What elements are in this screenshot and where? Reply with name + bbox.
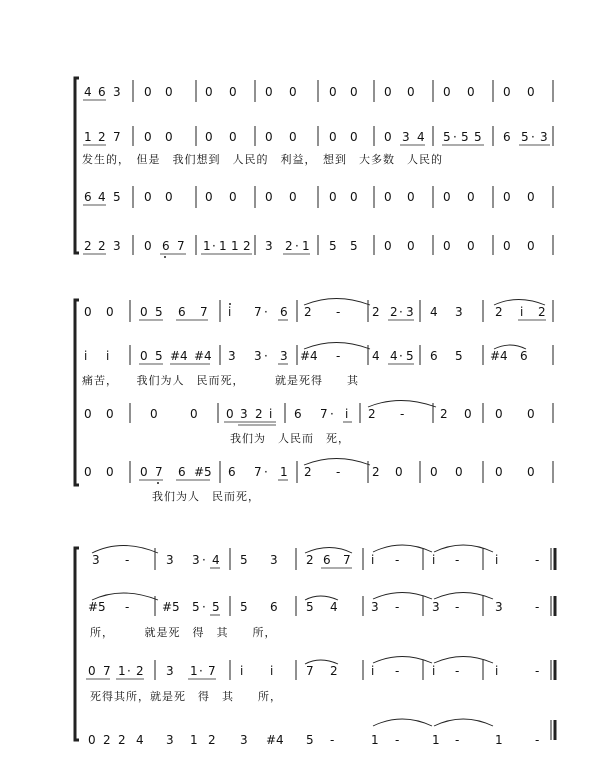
svg-text:6: 6 bbox=[294, 407, 302, 421]
lyric-line: 所， 就是死 得 其 所， bbox=[90, 626, 277, 639]
svg-text:-: - bbox=[535, 733, 540, 747]
svg-text:0: 0 bbox=[165, 130, 173, 144]
svg-text:0: 0 bbox=[144, 85, 152, 99]
svg-text:#4: #4 bbox=[194, 349, 212, 363]
svg-text:·: · bbox=[199, 664, 203, 678]
svg-text:-: - bbox=[455, 553, 460, 567]
svg-text:1: 1 bbox=[190, 733, 198, 747]
svg-text:0: 0 bbox=[84, 465, 92, 479]
svg-text:3: 3 bbox=[166, 553, 174, 567]
svg-text:1: 1 bbox=[302, 239, 310, 253]
system-brace bbox=[75, 78, 79, 253]
svg-text:0: 0 bbox=[190, 407, 198, 421]
lyric-line: 我们为人 民而死， bbox=[152, 490, 260, 503]
svg-text:6: 6 bbox=[430, 349, 438, 363]
svg-text:5: 5 bbox=[212, 600, 220, 614]
svg-text:0: 0 bbox=[265, 85, 273, 99]
svg-text:-: - bbox=[395, 600, 400, 614]
svg-text:2: 2 bbox=[285, 239, 293, 253]
svg-text:0: 0 bbox=[84, 305, 92, 319]
voice-row bbox=[84, 459, 535, 504]
svg-text:-: - bbox=[455, 600, 460, 614]
svg-text:5: 5 bbox=[406, 349, 414, 363]
svg-text:0: 0 bbox=[140, 305, 148, 319]
svg-text:i: i bbox=[495, 553, 499, 567]
svg-text:5: 5 bbox=[350, 239, 358, 253]
svg-text:i: i bbox=[495, 664, 499, 678]
svg-text:1: 1 bbox=[231, 239, 239, 253]
svg-text:5: 5 bbox=[155, 305, 163, 319]
svg-text:6: 6 bbox=[84, 190, 92, 204]
svg-text:0: 0 bbox=[289, 130, 297, 144]
svg-text:7: 7 bbox=[320, 407, 328, 421]
system-brace bbox=[75, 548, 79, 740]
svg-text:3: 3 bbox=[406, 305, 414, 319]
voice-row bbox=[82, 130, 550, 166]
svg-text:5: 5 bbox=[461, 130, 469, 144]
svg-text:6: 6 bbox=[228, 465, 236, 479]
svg-text:0: 0 bbox=[88, 664, 96, 678]
voice-row bbox=[83, 239, 535, 258]
svg-text:·: · bbox=[264, 465, 268, 479]
svg-text:0: 0 bbox=[329, 85, 337, 99]
svg-text:0: 0 bbox=[407, 190, 415, 204]
svg-text:2: 2 bbox=[103, 733, 111, 747]
voice-row bbox=[92, 545, 539, 568]
svg-text:0: 0 bbox=[229, 130, 237, 144]
svg-text:0: 0 bbox=[205, 190, 213, 204]
voice-row bbox=[82, 343, 528, 388]
barlines bbox=[155, 548, 555, 740]
svg-text:i: i bbox=[371, 553, 375, 567]
svg-text:3: 3 bbox=[192, 553, 200, 567]
svg-text:7: 7 bbox=[177, 239, 185, 253]
svg-text:5: 5 bbox=[306, 600, 314, 614]
svg-text:i: i bbox=[270, 664, 274, 678]
svg-text:i: i bbox=[84, 349, 88, 363]
svg-text:i: i bbox=[228, 305, 232, 319]
svg-text:6: 6 bbox=[178, 465, 186, 479]
svg-text:3: 3 bbox=[432, 600, 440, 614]
voice-row bbox=[84, 401, 535, 446]
svg-text:0: 0 bbox=[443, 85, 451, 99]
system-brace bbox=[75, 300, 79, 485]
svg-text:·: · bbox=[453, 130, 457, 144]
svg-text:5: 5 bbox=[306, 733, 314, 747]
svg-text:0: 0 bbox=[407, 85, 415, 99]
svg-text:i: i bbox=[240, 664, 244, 678]
svg-text:0: 0 bbox=[455, 465, 463, 479]
svg-text:·: · bbox=[127, 664, 131, 678]
svg-text:0: 0 bbox=[289, 190, 297, 204]
voice-row bbox=[83, 85, 535, 100]
svg-text:0: 0 bbox=[495, 465, 503, 479]
svg-text:0: 0 bbox=[467, 239, 475, 253]
svg-text:0: 0 bbox=[144, 190, 152, 204]
svg-text:2: 2 bbox=[440, 407, 448, 421]
svg-text:#5: #5 bbox=[162, 600, 180, 614]
svg-text:1: 1 bbox=[495, 733, 503, 747]
svg-text:0: 0 bbox=[467, 190, 475, 204]
svg-text:7: 7 bbox=[306, 664, 314, 678]
svg-text:2: 2 bbox=[390, 305, 398, 319]
svg-text:5: 5 bbox=[474, 130, 482, 144]
svg-text:0: 0 bbox=[495, 407, 503, 421]
note: 4 bbox=[84, 85, 92, 99]
lyric-line: 死得其所，就是死 得 其 所， bbox=[90, 690, 282, 703]
svg-text:2: 2 bbox=[208, 733, 216, 747]
svg-text:·: · bbox=[330, 407, 334, 421]
svg-text:·: · bbox=[295, 239, 299, 253]
svg-text:0: 0 bbox=[106, 407, 114, 421]
svg-text:5: 5 bbox=[240, 600, 248, 614]
svg-text:i: i bbox=[106, 349, 110, 363]
voice-row bbox=[86, 657, 539, 704]
score-system-1 bbox=[75, 78, 553, 258]
svg-text:0: 0 bbox=[140, 465, 148, 479]
svg-text:2: 2 bbox=[538, 305, 546, 319]
svg-text:3: 3 bbox=[166, 733, 174, 747]
score-system-3 bbox=[75, 545, 555, 747]
svg-text:2: 2 bbox=[136, 664, 144, 678]
svg-text:1: 1 bbox=[219, 239, 227, 253]
svg-text:7: 7 bbox=[254, 465, 262, 479]
svg-text:4: 4 bbox=[390, 349, 398, 363]
svg-text:0: 0 bbox=[384, 85, 392, 99]
svg-text:3: 3 bbox=[240, 733, 248, 747]
svg-text:·: · bbox=[202, 553, 206, 567]
svg-text:0: 0 bbox=[430, 465, 438, 479]
svg-text:-: - bbox=[125, 553, 130, 567]
svg-text:0: 0 bbox=[395, 465, 403, 479]
svg-text:·: · bbox=[264, 349, 268, 363]
svg-text:0: 0 bbox=[527, 85, 535, 99]
svg-text:-: - bbox=[395, 553, 400, 567]
svg-text:3: 3 bbox=[371, 600, 379, 614]
svg-text:5: 5 bbox=[240, 553, 248, 567]
svg-text:3: 3 bbox=[92, 553, 100, 567]
svg-text:3: 3 bbox=[113, 239, 121, 253]
svg-text:0: 0 bbox=[527, 239, 535, 253]
svg-text:0: 0 bbox=[384, 239, 392, 253]
svg-text:6: 6 bbox=[503, 130, 511, 144]
svg-text:0: 0 bbox=[464, 407, 472, 421]
svg-text:5: 5 bbox=[455, 349, 463, 363]
voice-row bbox=[84, 299, 546, 321]
svg-text:0: 0 bbox=[140, 349, 148, 363]
svg-text:#4: #4 bbox=[300, 349, 318, 363]
svg-text:5: 5 bbox=[329, 239, 337, 253]
svg-text:3: 3 bbox=[402, 130, 410, 144]
svg-text:3: 3 bbox=[265, 239, 273, 253]
svg-text:0: 0 bbox=[165, 85, 173, 99]
svg-text:3: 3 bbox=[540, 130, 548, 144]
svg-text:5: 5 bbox=[521, 130, 529, 144]
svg-text:·: · bbox=[531, 130, 535, 144]
svg-text:2: 2 bbox=[98, 239, 106, 253]
svg-text:·: · bbox=[399, 305, 403, 319]
svg-text:3: 3 bbox=[455, 305, 463, 319]
svg-text:0: 0 bbox=[384, 190, 392, 204]
svg-text:5: 5 bbox=[155, 349, 163, 363]
svg-text:-: - bbox=[455, 664, 460, 678]
svg-text:6: 6 bbox=[178, 305, 186, 319]
svg-text:0: 0 bbox=[527, 465, 535, 479]
svg-text:-: - bbox=[330, 733, 335, 747]
svg-text:0: 0 bbox=[265, 130, 273, 144]
svg-text:-: - bbox=[535, 664, 540, 678]
svg-text:3: 3 bbox=[495, 600, 503, 614]
svg-text:1: 1 bbox=[280, 465, 288, 479]
svg-text:0: 0 bbox=[503, 85, 511, 99]
lyric-line: 我们为 人民而 死， bbox=[230, 432, 350, 445]
svg-text:4: 4 bbox=[330, 600, 338, 614]
svg-text:·: · bbox=[212, 239, 216, 253]
svg-text:2: 2 bbox=[243, 239, 251, 253]
lyric-line: 痛苦， 我们为人 民而死， 就是死得 其 bbox=[82, 374, 359, 387]
barlines bbox=[130, 300, 553, 483]
svg-text:6: 6 bbox=[270, 600, 278, 614]
svg-text:3: 3 bbox=[270, 553, 278, 567]
svg-text:6: 6 bbox=[162, 239, 170, 253]
svg-text:0: 0 bbox=[384, 130, 392, 144]
svg-text:-: - bbox=[395, 664, 400, 678]
svg-text:7: 7 bbox=[200, 305, 208, 319]
svg-text:0: 0 bbox=[144, 130, 152, 144]
svg-text:0: 0 bbox=[229, 85, 237, 99]
barlines bbox=[133, 80, 553, 255]
svg-text:-: - bbox=[336, 349, 341, 363]
svg-text:4: 4 bbox=[417, 130, 425, 144]
note: 3 bbox=[113, 85, 121, 99]
svg-text:1: 1 bbox=[118, 664, 126, 678]
svg-text:#4: #4 bbox=[266, 733, 284, 747]
svg-text:6: 6 bbox=[280, 305, 288, 319]
svg-text:2: 2 bbox=[118, 733, 126, 747]
svg-text:-: - bbox=[336, 305, 341, 319]
svg-text:-: - bbox=[336, 465, 341, 479]
svg-text:0: 0 bbox=[467, 85, 475, 99]
voice-row bbox=[88, 593, 539, 640]
svg-text:0: 0 bbox=[503, 190, 511, 204]
svg-text:0: 0 bbox=[407, 239, 415, 253]
svg-text:4: 4 bbox=[212, 553, 220, 567]
svg-text:4: 4 bbox=[372, 349, 380, 363]
svg-text:0: 0 bbox=[205, 85, 213, 99]
svg-text:i: i bbox=[269, 407, 273, 421]
svg-text:3: 3 bbox=[228, 349, 236, 363]
svg-text:2: 2 bbox=[372, 465, 380, 479]
svg-text:0: 0 bbox=[350, 130, 358, 144]
svg-text:i: i bbox=[520, 305, 524, 319]
svg-text:7: 7 bbox=[113, 130, 121, 144]
svg-text:#5: #5 bbox=[88, 600, 106, 614]
svg-text:2: 2 bbox=[98, 130, 106, 144]
svg-text:-: - bbox=[535, 600, 540, 614]
svg-text:-: - bbox=[395, 733, 400, 747]
svg-text:5: 5 bbox=[192, 600, 200, 614]
svg-text:4: 4 bbox=[136, 733, 144, 747]
svg-text:7: 7 bbox=[343, 553, 351, 567]
svg-text:0: 0 bbox=[527, 190, 535, 204]
svg-text:2: 2 bbox=[330, 664, 338, 678]
svg-text:2: 2 bbox=[304, 305, 312, 319]
svg-text:2: 2 bbox=[368, 407, 376, 421]
svg-text:#4: #4 bbox=[490, 349, 508, 363]
note: 6 bbox=[98, 85, 106, 99]
svg-text:i: i bbox=[371, 664, 375, 678]
svg-text:2: 2 bbox=[84, 239, 92, 253]
svg-text:-: - bbox=[455, 733, 460, 747]
lyric-line: 发生的， 但是 我们想到 人民的 利益， 想到 大多数 人民的 bbox=[82, 153, 443, 166]
svg-text:0: 0 bbox=[503, 239, 511, 253]
svg-text:4: 4 bbox=[430, 305, 438, 319]
svg-text:7: 7 bbox=[155, 465, 163, 479]
svg-text:0: 0 bbox=[329, 130, 337, 144]
svg-text:4: 4 bbox=[98, 190, 106, 204]
svg-text:0: 0 bbox=[229, 190, 237, 204]
svg-text:5: 5 bbox=[443, 130, 451, 144]
voice-row bbox=[83, 190, 535, 205]
svg-text:0: 0 bbox=[350, 85, 358, 99]
svg-text:7: 7 bbox=[103, 664, 111, 678]
svg-text:2: 2 bbox=[495, 305, 503, 319]
voice-row bbox=[88, 719, 539, 747]
svg-text:0: 0 bbox=[443, 239, 451, 253]
svg-text:0: 0 bbox=[106, 465, 114, 479]
svg-text:0: 0 bbox=[144, 239, 152, 253]
svg-text:#4: #4 bbox=[170, 349, 188, 363]
svg-text:#5: #5 bbox=[194, 465, 212, 479]
svg-text:6: 6 bbox=[520, 349, 528, 363]
svg-text:-: - bbox=[125, 600, 130, 614]
svg-text:0: 0 bbox=[106, 305, 114, 319]
svg-text:1: 1 bbox=[84, 130, 92, 144]
score-system-2 bbox=[75, 299, 553, 504]
svg-text:0: 0 bbox=[527, 407, 535, 421]
svg-text:7: 7 bbox=[254, 305, 262, 319]
svg-text:2: 2 bbox=[304, 465, 312, 479]
svg-text:3: 3 bbox=[254, 349, 262, 363]
svg-text:6: 6 bbox=[323, 553, 331, 567]
svg-text:-: - bbox=[400, 407, 405, 421]
svg-text:5: 5 bbox=[113, 190, 121, 204]
svg-text:0: 0 bbox=[150, 407, 158, 421]
svg-text:7: 7 bbox=[208, 664, 216, 678]
svg-text:-: - bbox=[535, 553, 540, 567]
svg-text:3: 3 bbox=[280, 349, 288, 363]
svg-text:·: · bbox=[264, 305, 268, 319]
svg-text:i: i bbox=[432, 664, 436, 678]
svg-text:i: i bbox=[345, 407, 349, 421]
svg-text:2: 2 bbox=[306, 553, 314, 567]
svg-text:0: 0 bbox=[88, 733, 96, 747]
svg-text:1: 1 bbox=[371, 733, 379, 747]
svg-text:0: 0 bbox=[165, 190, 173, 204]
svg-text:1: 1 bbox=[190, 664, 198, 678]
svg-text:i: i bbox=[432, 553, 436, 567]
svg-text:0: 0 bbox=[84, 407, 92, 421]
svg-text:3: 3 bbox=[240, 407, 248, 421]
svg-text:·: · bbox=[399, 349, 403, 363]
svg-text:0: 0 bbox=[289, 85, 297, 99]
svg-text:1: 1 bbox=[203, 239, 211, 253]
svg-text:0: 0 bbox=[329, 190, 337, 204]
svg-text:·: · bbox=[202, 600, 206, 614]
svg-text:0: 0 bbox=[226, 407, 234, 421]
svg-text:3: 3 bbox=[166, 664, 174, 678]
svg-text:2: 2 bbox=[372, 305, 380, 319]
svg-text:0: 0 bbox=[265, 190, 273, 204]
svg-text:1: 1 bbox=[432, 733, 440, 747]
svg-text:0: 0 bbox=[443, 190, 451, 204]
svg-text:0: 0 bbox=[205, 130, 213, 144]
svg-text:2: 2 bbox=[255, 407, 263, 421]
svg-text:0: 0 bbox=[350, 190, 358, 204]
